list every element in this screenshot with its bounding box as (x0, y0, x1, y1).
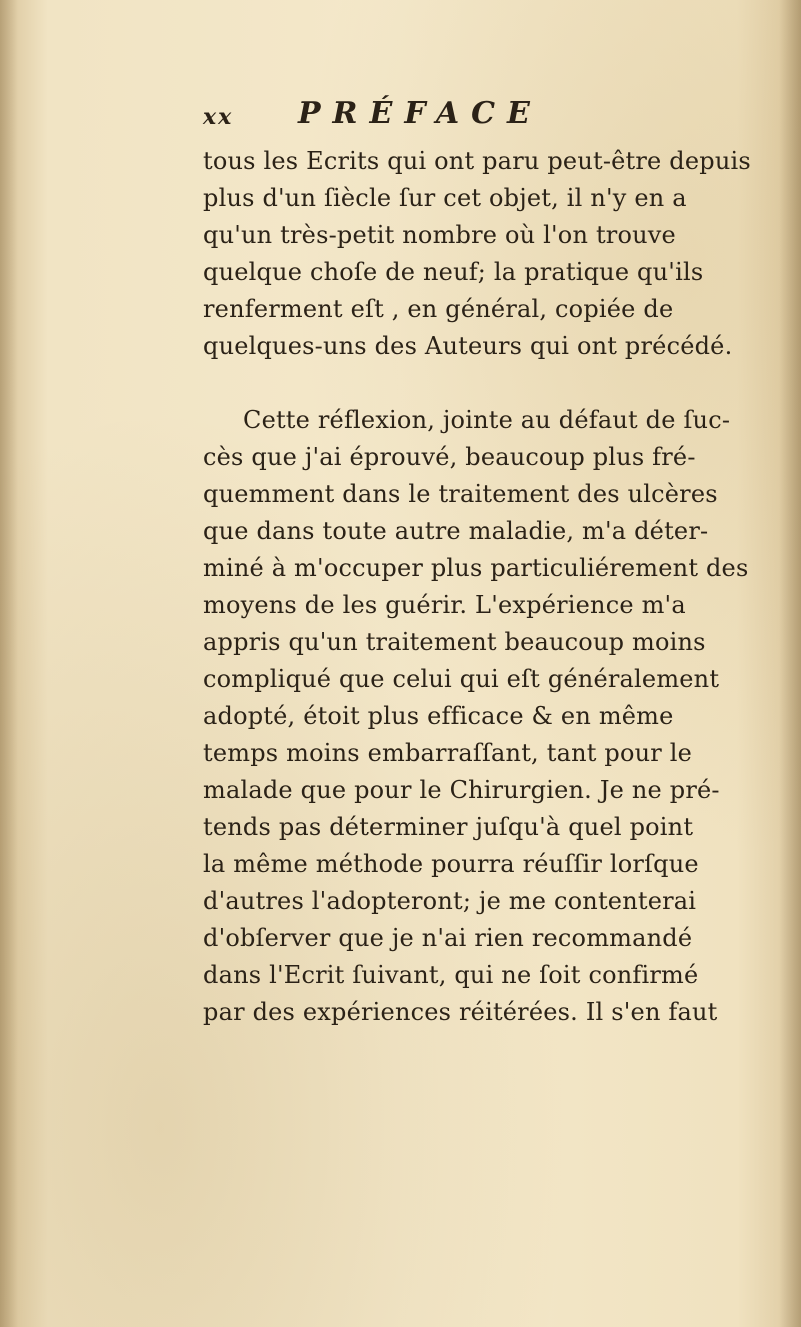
running-title: PRÉFACE (298, 96, 542, 131)
text-line: quelque choſe de neuf; la pratique qu'ils (203, 258, 704, 286)
text-line: moyens de les guérir. L'expérience m'a (203, 591, 686, 619)
text-line: quemment dans le traitement des ulcères (203, 480, 718, 508)
page-edge-shadow-right (779, 0, 801, 1327)
text-line: la même méthode pourra réuſſir lorſque (203, 850, 699, 878)
page-header (203, 96, 573, 136)
page-number: xx (203, 104, 234, 130)
text-line: par des expériences réitérées. Il s'en faut (203, 998, 718, 1026)
text-line: tous les Ecrits qui ont paru peut-être depuis (203, 147, 751, 175)
text-line: d'obſerver que je n'ai rien recommandé (203, 924, 693, 952)
text-line: appris qu'un traitement beaucoup moins (203, 628, 706, 656)
text-line: cès que j'ai éprouvé, beaucoup plus fré- (203, 443, 696, 471)
paragraph-2 (203, 402, 749, 1031)
paragraph-1 (203, 143, 751, 365)
text-line: malade que pour le Chirurgien. Je ne pré- (203, 776, 720, 804)
text-line: adopté, étoit plus efficace & en même (203, 702, 674, 730)
text-line: compliqué que celui qui eſt généralement (203, 665, 720, 693)
text-line: dans l'Ecrit ſuivant, qui ne ſoit confirmé (203, 961, 699, 989)
text-line: quelques-uns des Auteurs qui ont précédé. (203, 332, 733, 360)
text-line: qu'un très-petit nombre où l'on trouve (203, 221, 676, 249)
text-line: temps moins embarraſſant, tant pour le (203, 739, 693, 767)
text-line: renferment eſt , en général, copiée de (203, 295, 674, 323)
text-line: Cette réflexion, jointe au défaut de ſuc- (243, 406, 731, 434)
text-line: plus d'un ſiècle ſur cet objet, il n'y en a (203, 184, 687, 212)
text-line: tends pas déterminer juſqu'à quel point (203, 813, 694, 841)
text-line: miné à m'occuper plus particuliérement des (203, 554, 749, 582)
text-line: que dans toute autre maladie, m'a déter- (203, 517, 709, 545)
page-edge-shadow-left (0, 0, 18, 1327)
text-line: d'autres l'adopteront; je me contenterai (203, 887, 697, 915)
